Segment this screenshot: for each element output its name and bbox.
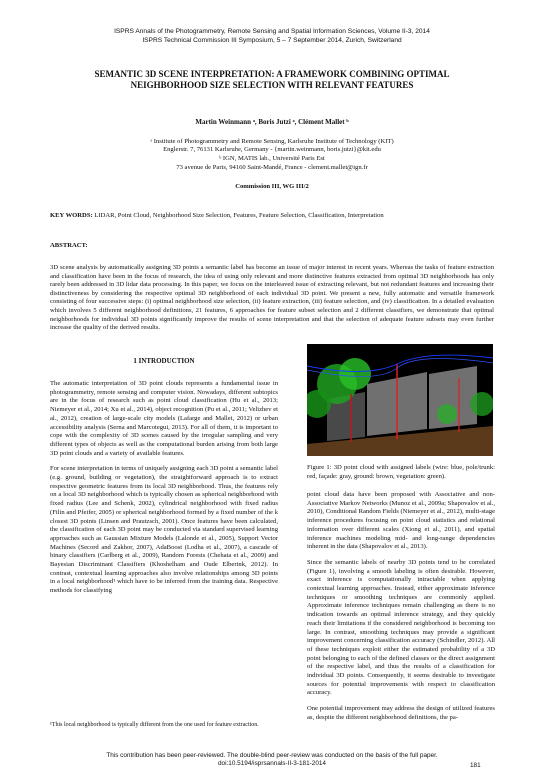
commission: Commission III, WG III/2: [235, 183, 309, 190]
page-number: 181: [470, 762, 481, 769]
title-line2: NEIGHBORHOOD SIZE SELECTION WITH RELEVANT FEATURES: [130, 80, 414, 90]
journal-header-line2: ISPRS Technical Commission III Symposium, 5 – 7 September 2014, Zurich, Switzerland: [142, 37, 402, 44]
right-column: [307, 491, 495, 730]
abstract-text: 3D scene analysis by automatically assigning 3D points a semantic label has become an issue of major interest in recent years. Whereas the tasks of feature extraction and classification have been in the focus of research, the idea of using only relevant and more distinctive features extracted from optimal 3D neighborhoods has only rarely been addressed in 3D lidar data processing. In this paper, we focus on the interleaved issue of extracting relevant, but not redundant features and increasing their distinctiveness by considering the respective optimal 3D neighborhood of each individual 3D point. We present a new, fully automatic and versatile framework consisting of four successive steps: (i) optimal neighborhood size selection, (ii) feature extraction, (iii) feature selection, and (iv) classification. In a detailed evaluation which involves 5 different neighborhood definitions, 21 features, 6 approaches for feature subset selection and 2 different classifiers, we demonstrate that optimal neighborhoods for individual 3D points significantly improve the results of scene interpretation and that the selection of adequate feature subsets may even further increase the quality of the derived results.: [50, 264, 494, 332]
intro-paragraph-5: One potential improvement may address the design of utilized features as, despite the different neighborhood definitions, the pa-: [307, 705, 495, 721]
footnote: ¹This local neighborhood is typically different from the one used for feature extraction.: [50, 722, 259, 728]
intro-paragraph-1: The automatic interpretation of 3D point clouds represents a fundamental issue in photogrammetry, remote sensing and computer vision. Nowadays, different subtopics are in the focus of research such as point cloud classification (Hu et al., 2013; Niemeyer et al., 2014; Xu et al., 2014), object recognition (Pu et al., 2011; Velizhev et al., 2012), creation of large-scale city models (Lafarge and Mallet, 2012) or urban accessibility analysis (Serna and Marcotegui, 2013). For all of them, it is important to cope with the complexity of 3D scenes caused by the irregular sampling and very different types of objects as well as the computational burden arising from both large 3D point clouds and a variety of available features.: [50, 380, 278, 457]
intro-paragraph-2: For scene interpretation in terms of uniquely assigning each 3D point a semantic label (e.g. ground, building or vegetation), the straightforward approach is to extract respective geometric features from its local 3D neighborhood. Thus, the features rely on a local 3D neighborhood which is typically chosen as spherical neighborhood with fixed radius (Lee and Schenk, 2002), cylindrical neighborhood with fixed radius (Filin and Pfeifer, 2005) or spherical neighborhood formed by a fixed number of the k closest 3D points (Linsen and Prautzsch, 2001). Once features have been calculated, the classification of each 3D point may be conducted via standard supervised learning approaches such as Gaussian Mixture Models (Lalonde et al., 2005), Support Vector Machines (Secord and Zakhor, 2007), AdaBoost (Lodha et al., 2007), a cascade of binary classifiers (Carlberg et al., 2009), Random Forests (Chehata et al., 2009) and Bayesian Discriminant Classifiers (Khoshelham and Oude Elberink, 2012). In contrast, contextual learning approaches also involve relationships among 3D points in a local neighborhood¹ which have to be inferred from the training data. Respective methods for classifying: [50, 465, 278, 595]
affiliation-b1: ᵇ IGN, MATIS lab., Université Paris Est: [219, 155, 325, 162]
keywords-label: KEY WORDS:: [50, 212, 93, 219]
keywords-text: LIDAR, Point Cloud, Neighborhood Size Selection, Features, Feature Selection, Classification, Interpretation: [94, 212, 384, 219]
intro-paragraph-4: Since the semantic labels of nearby 3D points tend to be correlated (Figure 1), involving a smooth labeling is often desirable. However, exact inference is computationally intractable when applying contextual learning approaches. Instead, either approximate inference techniques or smoothing techniques are commonly applied. Approximate inference techniques remain challenging as there is no indication towards an optimal inference strategy, and they quickly reach their limitations if the considered neighborhood is becoming too large. In contrast, smoothing techniques may provide a significant improvement concerning classification accuracy (Schindler, 2012). All of these techniques exploit either the estimated probability of a 3D point belonging to each of the defined classes or the direct assignment of the respective label, and thus the results of a classification for individual 3D points. Consequently, it seems desirable to investigate sources for potential improvements with respect to classification accuracy.: [307, 558, 495, 697]
journal-header-line1: ISPRS Annals of the Photogrammetry, Remote Sensing and Spatial Information Sciences, Volume II-3, 2014: [114, 28, 430, 35]
keywords: [50, 212, 494, 221]
section-heading-introduction: 1 INTRODUCTION: [133, 357, 195, 365]
intro-paragraph-3: point cloud data have been proposed with Associative and non-Associative Markov Networks (Munoz et al., 2009a; Shapovalov et al., 2010), Conditional Random Fields (Niemeyer et al., 2012), multi-stage inference procedures focusing on point cloud statistics and relational information over different scales (Xiong et al., 2011), and spatial inference machines modeling mid- and long-range dependencies inherent in the data (Shapovalov et al., 2013).: [307, 491, 495, 551]
footer-doi: doi:10.5194/isprsannals-II-3-181-2014: [217, 760, 326, 767]
figure-caption: Figure 1: 3D point cloud with assigned labels (wire: blue, pole/trunk: red, façade: gray, ground: brown, vegetation: green).: [307, 464, 495, 480]
paper-title: [40, 69, 504, 91]
point-cloud-figure: [307, 344, 493, 456]
abstract-heading: ABSTRACT:: [50, 242, 88, 249]
affiliation-a1: ᵃ Institute of Photogrammetry and Remote Sensing, Karlsruhe Institute of Technology (KIT): [150, 138, 394, 145]
left-column: [50, 380, 278, 603]
affiliation-a2: Englerstr. 7, 76131 Karlsruhe, Germany - {martin.weinmann, boris.jutzi}@kit.edu: [163, 146, 381, 153]
title-line1: SEMANTIC 3D SCENE INTERPRETATION: A FRAMEWORK COMBINING OPTIMAL: [94, 69, 450, 79]
affiliation-b2: 73 avenue de Paris, 94160 Saint-Mandé, France - clement.mallet@ign.fr: [176, 164, 368, 171]
point-cloud-image: [307, 344, 493, 456]
authors: Martin Weinmann ᵃ, Boris Jutzi ᵃ, Clément Mallet ᵇ: [195, 118, 349, 126]
footer-review-note: This contribution has been peer-reviewed. The double-blind peer-review was conducted on the basis of the full paper.: [106, 752, 438, 759]
